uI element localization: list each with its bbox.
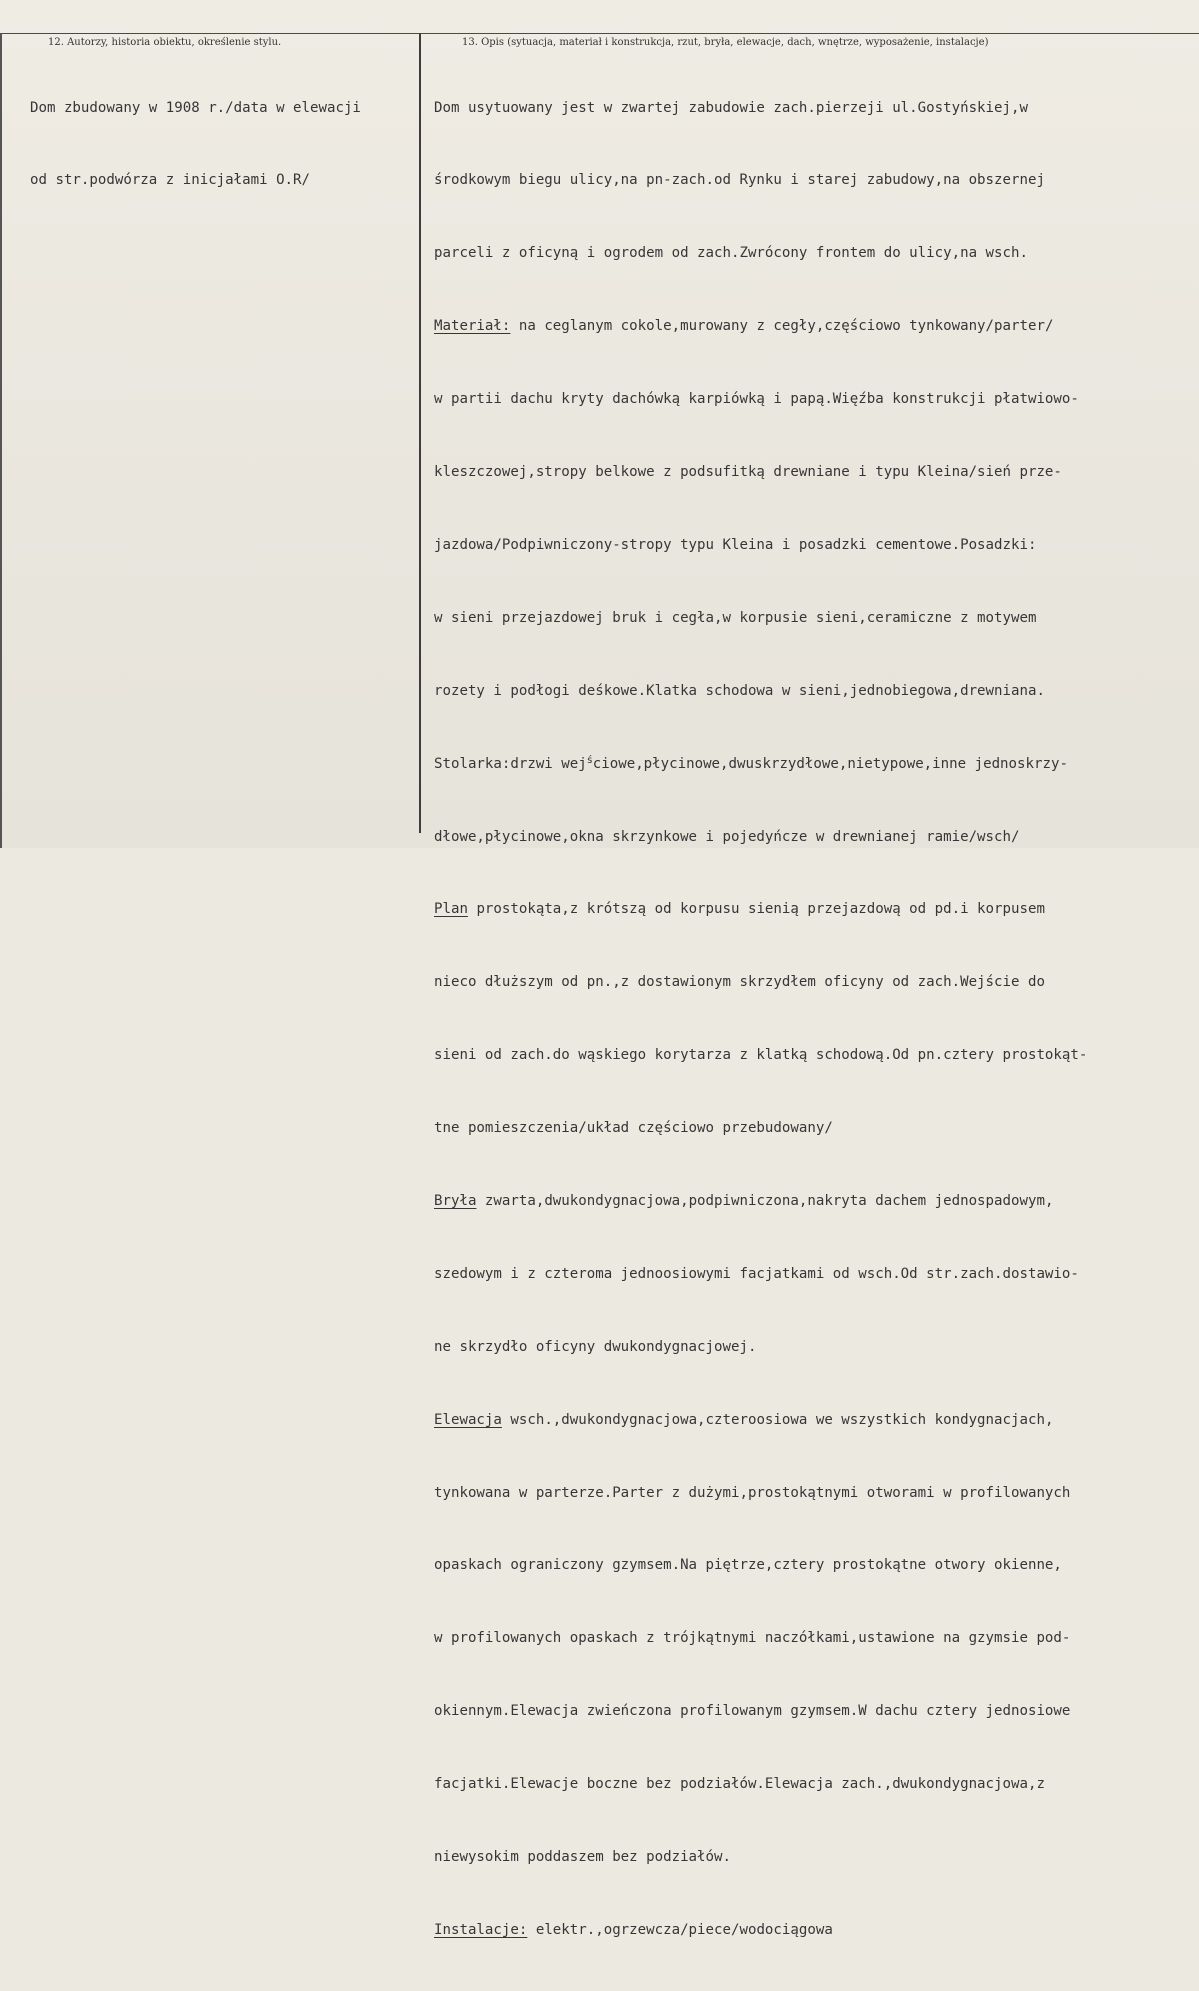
text-line: sieni od zach.do wąskiego korytarza z klatką schodową.Od pn.cztery prostokąt-: [434, 1047, 1088, 1064]
form-left-rule: [0, 33, 2, 848]
text-line: w profilowanych opaskach z trójkątnymi naczółkami,ustawione na gzymsie pod-: [434, 1630, 1071, 1647]
text-line: od str.podwórza z inicjałami O.R/: [30, 172, 311, 189]
section-13-header: 13. Opis (sytuacja, materiał i konstrukcja, rzut, bryła, elewacje, dach, wnętrze, wyposażenie, instalacje): [462, 37, 989, 48]
superscript: ś: [586, 754, 593, 766]
text-line: Instalacje: elektr.,ogrzewcza/piece/wodociągowa: [434, 1921, 833, 1938]
text-line: w partii dachu kryty dachówką karpiówką i papą.Więźba konstrukcji płatwiowo-: [434, 391, 1079, 408]
text-line: jazdowa/Podpiwniczony-stropy typu Kleina i posadzki cementowe.Posadzki:: [434, 536, 1037, 553]
text-line: nieco dłuższym od pn.,z dostawionym skrzydłem oficyny od zach.Wejście do: [434, 974, 1045, 991]
plan-label: Plan: [434, 901, 468, 918]
text-line: szedowym i z czteroma jednoosiowymi facjatkami od wsch.Od str.zach.dostawio-: [434, 1265, 1079, 1282]
text-line: rozety i podłogi deśkowe.Klatka schodowa w sieni,jednobiegowa,drewniana.: [434, 682, 1045, 699]
description-text: [434, 47, 1087, 1991]
text-line: Materiał: na ceglanym cokole,murowany z cegły,częściowo tynkowany/parter/: [434, 318, 1054, 335]
text-line: Plan prostokąta,z krótszą od korpusu sienią przejazdową od pd.i korpusem: [434, 901, 1045, 918]
text-line: okiennym.Elewacja zwieńczona profilowanym gzymsem.W dachu cztery jednosiowe: [434, 1703, 1071, 1720]
form-top-rule: [0, 33, 1199, 34]
text-line: Stolarka:drzwi wej$^ś$ciowe,płycinowe,dwuskrzydłowe,nietypowe,inne jednoskrzy-: [434, 754, 1068, 772]
text-line: ne skrzydło oficyny dwukondygnacjowej.: [434, 1338, 757, 1355]
bryla-label: Bryła: [434, 1192, 477, 1209]
history-text: [30, 47, 361, 241]
text-line: niewysokim poddaszem bez podziałów.: [434, 1848, 731, 1865]
text-line: Elewacja wsch.,dwukondygnacjowa,czteroosiowa we wszystkich kondygnacjach,: [434, 1411, 1054, 1428]
text-line: dłowe,płycinowe,okna skrzynkowe i pojedyńcze w drewnianej ramie/wsch/: [434, 828, 1020, 845]
elewacja-label: Elewacja: [434, 1411, 502, 1428]
text-line: opaskach ograniczony gzymsem.Na piętrze,cztery prostokątne otwory okienne,: [434, 1557, 1062, 1574]
text-line: tynkowana w parterze.Parter z dużymi,prostokątnymi otworami w profilowanych: [434, 1484, 1071, 1501]
material-label: Materiał:: [434, 318, 511, 335]
text-line: parceli z oficyną i ogrodem od zach.Zwrócony frontem do ulicy,na wsch.: [434, 245, 1028, 262]
text-line: środkowym biegu ulicy,na pn-zach.od Rynku i starej zabudowy,na obszernej: [434, 172, 1045, 189]
text-line: w sieni przejazdowej bruk i cegła,w korpusie sieni,ceramiczne z motywem: [434, 609, 1037, 626]
text-line: Dom usytuowany jest w zwartej zabudowie zach.pierzeji ul.Gostyńskiej,w: [434, 99, 1028, 116]
instalacje-label: Instalacje:: [434, 1921, 528, 1938]
text-line: kleszczowej,stropy belkowe z podsufitką drewniane i typu Kleina/sień prze-: [434, 464, 1062, 481]
text-line: facjatki.Elewacje boczne bez podziałów.Elewacja zach.,dwukondygnacjowa,z: [434, 1776, 1045, 1793]
text-line: Bryła zwarta,dwukondygnacjowa,podpiwniczona,nakryta dachem jednospadowym,: [434, 1192, 1054, 1209]
text-line: Dom zbudowany w 1908 r./data w elewacji: [30, 99, 361, 116]
text-line: tne pomieszczenia/układ częściowo przebudowany/: [434, 1120, 833, 1137]
column-divider: [419, 33, 421, 833]
section-12-header: 12. Autorzy, historia obiektu, określenie stylu.: [48, 37, 282, 48]
